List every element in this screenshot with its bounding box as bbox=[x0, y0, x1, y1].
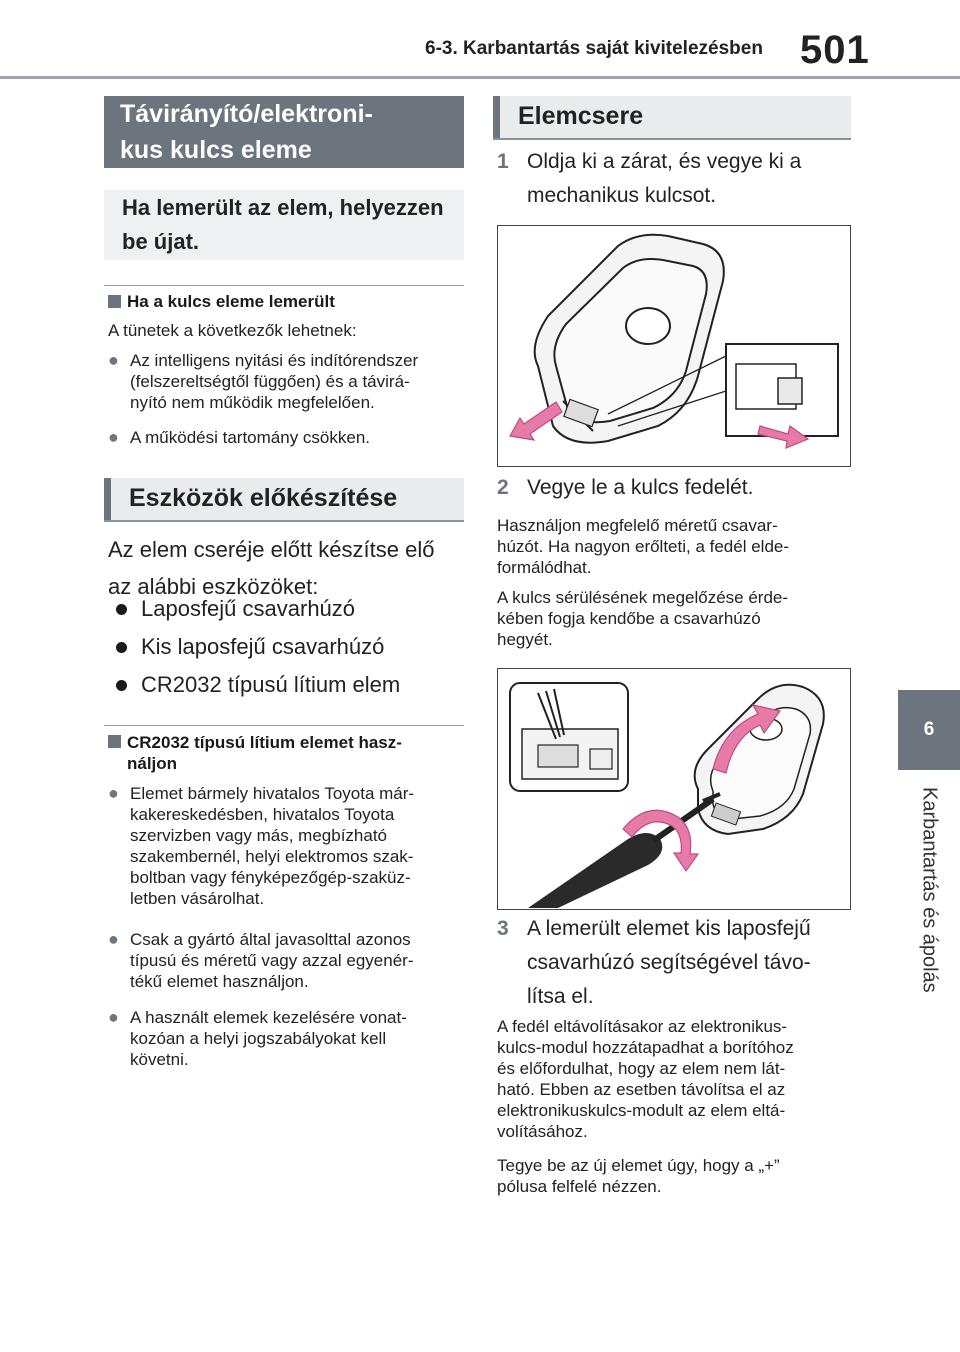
tool-item bbox=[108, 596, 355, 622]
bullet-icon bbox=[116, 604, 127, 615]
divider bbox=[104, 285, 464, 286]
step-3-note bbox=[497, 1155, 857, 1197]
note-line: és előfordulhat, hogy az elem nem lát- bbox=[497, 1059, 786, 1078]
step-text-line: Oldja ki a zárat, és vegye ki a bbox=[527, 150, 802, 173]
list-item-line: szervizben vagy más, megbízható bbox=[130, 826, 388, 845]
tools-intro-line2: az alábbi eszközöket: bbox=[108, 574, 319, 599]
tools-intro bbox=[108, 531, 434, 605]
note-line: elektronikuskulcs-modult az elem eltá- bbox=[497, 1101, 786, 1120]
note-line: Tegye be az új elemet úgy, hogy a „+” bbox=[497, 1156, 780, 1175]
list-item-line: A működési tartomány csökken. bbox=[130, 428, 371, 447]
step-1 bbox=[497, 145, 857, 213]
list-item-line: Csak a gyártó által javasolttal azonos bbox=[130, 930, 411, 949]
note-line: Használjon megfelelő méretű csavar- bbox=[497, 516, 778, 535]
step-2-note bbox=[497, 515, 857, 578]
heading-rule bbox=[493, 138, 851, 140]
step-text-line: lítsa el. bbox=[527, 985, 594, 1008]
square-marker-icon bbox=[108, 295, 121, 308]
note-line: pólusa felfelé nézzen. bbox=[497, 1177, 662, 1196]
list-item bbox=[108, 783, 468, 909]
step-text-line: mechanikus kulcsot. bbox=[527, 184, 717, 207]
list-item bbox=[108, 427, 468, 448]
step-number: 1 bbox=[497, 150, 509, 173]
bullet-icon bbox=[116, 642, 127, 653]
list-item-line: A használt elemek kezelésére vonat- bbox=[130, 1008, 407, 1027]
bullet-dot-icon: ● bbox=[108, 929, 119, 949]
subsection-heading-1-text: Ha a kulcs eleme lemerült bbox=[127, 292, 335, 311]
intro-box bbox=[104, 190, 464, 260]
main-title-line1: Távirányító/elektroni- bbox=[120, 100, 373, 128]
list-item-line: követni. bbox=[130, 1050, 189, 1069]
list-item-line: kakereskedésben, hivatalos Toyota bbox=[130, 805, 395, 824]
heading-rule bbox=[104, 520, 464, 522]
bullet-icon bbox=[116, 680, 127, 691]
battery-change-heading: Elemcsere bbox=[493, 96, 851, 138]
tool-item bbox=[108, 634, 384, 660]
list-item-line: boltban vagy fényképezőgép-szaküz- bbox=[130, 868, 411, 887]
list-item-line: tékű elemet használjon. bbox=[130, 972, 309, 991]
tool-item-label: Kis laposfejű csavarhúzó bbox=[141, 634, 385, 659]
chapter-title: Karbantartás és ápolás bbox=[918, 787, 941, 993]
tools-heading: Eszközök előkészítése bbox=[104, 478, 464, 520]
list-item bbox=[108, 929, 468, 992]
note-line: A kulcs sérülésének megelőzése érde- bbox=[497, 588, 789, 607]
divider bbox=[104, 725, 464, 726]
note-line: volításához. bbox=[497, 1122, 588, 1141]
cover-removal-figure bbox=[497, 668, 851, 910]
subsection-heading-2-line: CR2032 típusú lítium elemet hasz- bbox=[127, 733, 402, 752]
step-3-note bbox=[497, 1016, 857, 1142]
screwdriver-illustration bbox=[498, 669, 849, 908]
bullet-dot-icon: ● bbox=[108, 350, 119, 370]
step-text-line: Vegye le a kulcs fedelét. bbox=[527, 476, 754, 499]
tool-item-label: CR2032 típusú lítium elem bbox=[141, 672, 401, 697]
step-number: 2 bbox=[497, 476, 509, 499]
step-2 bbox=[497, 471, 857, 505]
note-line: húzót. Ha nagyon erőlteti, a fedél elde- bbox=[497, 537, 790, 556]
list-item bbox=[108, 1007, 468, 1070]
step-2-note bbox=[497, 587, 857, 650]
list-item-line: nyító nem működik megfelelően. bbox=[130, 393, 375, 412]
key-illustration bbox=[498, 226, 849, 465]
bullet-dot-icon: ● bbox=[108, 783, 119, 803]
tool-item-label: Laposfejű csavarhúzó bbox=[141, 596, 356, 621]
note-line: hegyét. bbox=[497, 630, 553, 649]
intro-line1: Ha lemerült az elem, helyezzen bbox=[122, 195, 444, 220]
bullet-dot-icon: ● bbox=[108, 1007, 119, 1027]
note-line: kulcs-modul hozzátapadhat a borítóhoz bbox=[497, 1038, 794, 1057]
tool-item bbox=[108, 672, 400, 698]
note-line: A fedél eltávolításakor az elektronikus- bbox=[497, 1017, 788, 1036]
subsection-heading-1 bbox=[108, 291, 335, 312]
main-title-line2: kus kulcs eleme bbox=[120, 136, 312, 164]
list-item-line: típusú és méretű vagy azzal egyenér- bbox=[130, 951, 414, 970]
note-line: ható. Ebben az esetben távolítsa el az bbox=[497, 1080, 786, 1099]
step-number: 3 bbox=[497, 917, 509, 940]
list-item-line: Elemet bármely hivatalos Toyota már- bbox=[130, 784, 415, 803]
step-text-line: csavarhúzó segítségével távo- bbox=[527, 951, 811, 974]
tools-intro-line1: Az elem cseréje előtt készítse elő bbox=[108, 537, 435, 562]
step-3 bbox=[497, 912, 857, 1014]
chapter-number-tab: 6 bbox=[898, 690, 960, 770]
note-line: formálódhat. bbox=[497, 558, 592, 577]
subsection-heading-2-line: náljon bbox=[127, 754, 178, 773]
list-item-line: kozóan a helyi jogszabályokat kell bbox=[130, 1029, 387, 1048]
header-rule bbox=[0, 76, 960, 79]
main-title-box bbox=[104, 96, 464, 168]
chapter-title-tab bbox=[898, 780, 960, 1000]
square-marker-icon bbox=[108, 735, 121, 748]
bullet-dot-icon: ● bbox=[108, 427, 119, 447]
symptoms-text: A tünetek a következők lehetnek: bbox=[108, 321, 357, 340]
page-number: 501 bbox=[800, 28, 870, 72]
key-unlock-figure bbox=[497, 225, 851, 467]
list-item-line: (felszereltségtől függően) és a távirá- bbox=[130, 372, 410, 391]
subsection-heading-2 bbox=[108, 732, 468, 774]
note-line: kében fogja kendőbe a csavarhúzó bbox=[497, 609, 761, 628]
step-text-line: A lemerült elemet kis laposfejű bbox=[527, 917, 811, 940]
intro-line2: be újat. bbox=[122, 229, 200, 254]
list-item bbox=[108, 350, 468, 413]
list-item-line: letben vásárolhat. bbox=[130, 889, 265, 908]
section-title: 6-3. Karbantartás saját kivitelezésben bbox=[425, 38, 763, 59]
list-item-line: szakembernél, helyi elektromos szak- bbox=[130, 847, 414, 866]
list-item-line: Az intelligens nyitási és indítórendszer bbox=[130, 351, 419, 370]
